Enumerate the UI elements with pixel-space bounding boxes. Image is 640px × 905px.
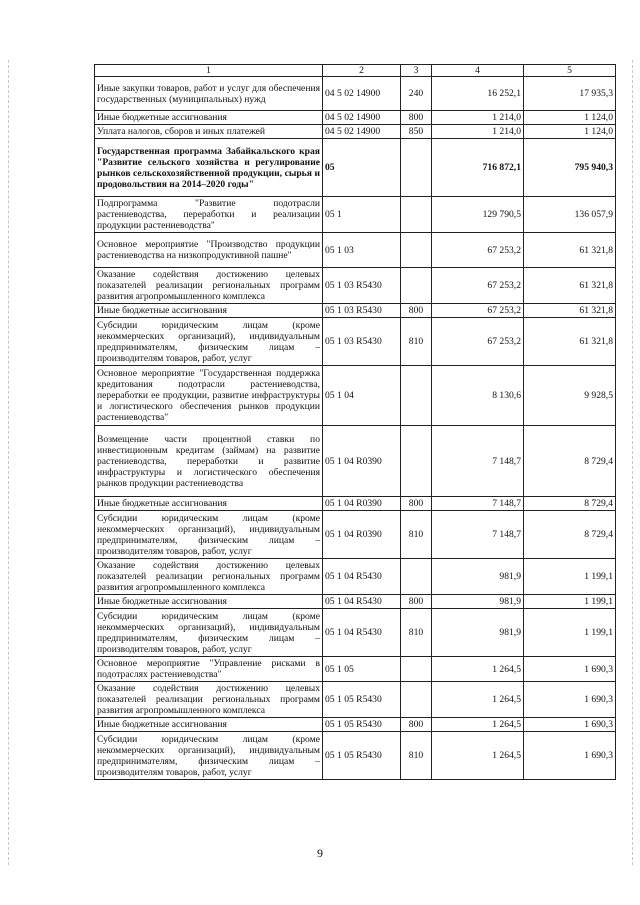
row-code-cell: 04 5 02 14900: [323, 111, 401, 125]
row-value-col5: 1 690,3: [524, 732, 616, 780]
table-row: [95, 304, 616, 318]
row-code-cell: 05 1 05: [323, 657, 401, 682]
row-value-col5: 795 940,3: [524, 139, 616, 197]
table-row: [95, 197, 616, 233]
row-name-cell: Иные бюджетные ассигнования: [95, 497, 323, 511]
row-code-cell: 05 1 04 R0390: [323, 426, 401, 497]
table-row: [95, 111, 616, 125]
row-value-col4: 67 253,2: [432, 304, 524, 318]
row-value-col5: 9 928,5: [524, 366, 616, 426]
row-value-col4: 1 214,0: [432, 125, 524, 139]
budget-table: [94, 64, 616, 780]
row-name-cell: Иные закупки товаров, работ и услуг для обеспечения государственных (муниципальных) нужд: [95, 77, 323, 111]
row-value-col5: 1 690,3: [524, 718, 616, 732]
row-name-cell: Оказание содействия достижению целевых показателей реализации региональных программ развития агропромышленного комплекса: [95, 268, 323, 304]
scan-edge-right: [632, 60, 634, 865]
row-type-cell: [401, 268, 432, 304]
row-value-col5: 8 729,4: [524, 511, 616, 559]
row-type-cell: [401, 559, 432, 595]
row-value-col4: 1 264,5: [432, 657, 524, 682]
row-type-cell: 810: [401, 511, 432, 559]
row-value-col5: 1 690,3: [524, 682, 616, 718]
row-value-col4: 16 252,1: [432, 77, 524, 111]
row-value-col4: 1 264,5: [432, 732, 524, 780]
scan-edge-left: [8, 60, 10, 865]
table-row: [95, 511, 616, 559]
row-value-col4: 7 148,7: [432, 426, 524, 497]
row-code-cell: 05 1 04 R0390: [323, 497, 401, 511]
table-row: [95, 497, 616, 511]
row-value-col4: 67 253,2: [432, 268, 524, 304]
row-code-cell: 05 1: [323, 197, 401, 233]
row-value-col4: 1 264,5: [432, 718, 524, 732]
row-name-cell: Подпрограмма "Развитие подотрасли растениеводства, переработки и реализации продукции растениеводства": [95, 197, 323, 233]
table-header: [95, 65, 616, 77]
row-name-cell: Основное мероприятие "Государственная поддержка кредитования подотрасли растениеводства, переработки ее продукции, развитие инфраструктуры и логистического обеспечения рынков продукции растениеводства": [95, 366, 323, 426]
row-name-cell: Субсидии юридическим лицам (кроме некоммерческих организаций), индивидуальным предпринимателям, физическим лицам – производителям товаров, работ, услуг: [95, 318, 323, 366]
header-col-3: 3: [401, 65, 432, 77]
row-value-col5: 61 321,8: [524, 268, 616, 304]
table-row: [95, 366, 616, 426]
row-code-cell: 05 1 03 R5430: [323, 304, 401, 318]
row-name-cell: Субсидии юридическим лицам (кроме некоммерческих организаций), индивидуальным предпринимателям, физическим лицам – производителям товаров, работ, услуг: [95, 511, 323, 559]
table-row: [95, 125, 616, 139]
row-type-cell: [401, 197, 432, 233]
row-value-col5: 8 729,4: [524, 426, 616, 497]
row-name-cell: Субсидии юридическим лицам (кроме некоммерческих организаций), индивидуальным предпринимателям, физическим лицам – производителям товаров, работ, услуг: [95, 609, 323, 657]
row-name-cell: Возмещение части процентной ставки по инвестиционным кредитам (займам) на развитие растениеводства, переработки и развитие инфраструктуры и логистического обеспечения рынков продукции растениеводства: [95, 426, 323, 497]
row-name-cell: Основное мероприятие "Управление рисками в подотраслях растениеводства": [95, 657, 323, 682]
row-type-cell: 800: [401, 304, 432, 318]
row-value-col4: 67 253,2: [432, 318, 524, 366]
header-row: [95, 65, 616, 77]
row-value-col5: 136 057,9: [524, 197, 616, 233]
row-value-col5: 61 321,8: [524, 233, 616, 268]
row-code-cell: 05 1 04 R0390: [323, 511, 401, 559]
table-row: [95, 77, 616, 111]
row-name-cell: Основное мероприятие "Производство продукции растениеводства на низкопродуктивной пашне": [95, 233, 323, 268]
table-row: [95, 682, 616, 718]
row-name-cell: Оказание содействия достижению целевых показателей реализации региональных программ развития агропромышленного комплекса: [95, 559, 323, 595]
table-row: [95, 718, 616, 732]
row-code-cell: 05 1 05 R5430: [323, 718, 401, 732]
row-value-col4: 7 148,7: [432, 497, 524, 511]
row-type-cell: 810: [401, 609, 432, 657]
row-type-cell: [401, 233, 432, 268]
row-value-col5: 1 199,1: [524, 595, 616, 609]
row-value-col5: 1 124,0: [524, 111, 616, 125]
row-value-col5: 17 935,3: [524, 77, 616, 111]
row-value-col4: 716 872,1: [432, 139, 524, 197]
row-type-cell: [401, 682, 432, 718]
row-name-cell: Иные бюджетные ассигнования: [95, 718, 323, 732]
row-value-col4: 1 264,5: [432, 682, 524, 718]
row-code-cell: 05: [323, 139, 401, 197]
row-code-cell: 05 1 04: [323, 366, 401, 426]
table-row: [95, 139, 616, 197]
header-col-5: 5: [524, 65, 616, 77]
row-value-col5: 61 321,8: [524, 318, 616, 366]
row-value-col4: 129 790,5: [432, 197, 524, 233]
table-row: [95, 609, 616, 657]
row-code-cell: 05 1 03 R5430: [323, 318, 401, 366]
row-code-cell: 05 1 03: [323, 233, 401, 268]
row-name-cell: Иные бюджетные ассигнования: [95, 111, 323, 125]
row-type-cell: [401, 426, 432, 497]
row-value-col4: 981,9: [432, 609, 524, 657]
row-value-col5: 1 199,1: [524, 559, 616, 595]
row-type-cell: 800: [401, 497, 432, 511]
row-type-cell: 800: [401, 718, 432, 732]
row-value-col4: 1 214,0: [432, 111, 524, 125]
row-code-cell: 05 1 05 R5430: [323, 732, 401, 780]
row-value-col4: 7 148,7: [432, 511, 524, 559]
row-name-cell: Оказание содействия достижению целевых показателей реализации региональных программ развития агропромышленного комплекса: [95, 682, 323, 718]
table-row: [95, 268, 616, 304]
row-type-cell: 240: [401, 77, 432, 111]
table-row: [95, 559, 616, 595]
row-code-cell: 04 5 02 14900: [323, 125, 401, 139]
row-name-cell: Уплата налогов, сборов и иных платежей: [95, 125, 323, 139]
header-col-1: 1: [95, 65, 323, 77]
row-code-cell: 05 1 04 R5430: [323, 559, 401, 595]
table-row: [95, 657, 616, 682]
table-row: [95, 732, 616, 780]
row-type-cell: 810: [401, 732, 432, 780]
row-value-col4: 981,9: [432, 595, 524, 609]
table-row: [95, 595, 616, 609]
row-code-cell: 05 1 04 R5430: [323, 595, 401, 609]
row-type-cell: 810: [401, 318, 432, 366]
row-type-cell: 800: [401, 111, 432, 125]
row-value-col5: 61 321,8: [524, 304, 616, 318]
row-code-cell: 05 1 04 R5430: [323, 609, 401, 657]
table-row: [95, 426, 616, 497]
row-type-cell: [401, 657, 432, 682]
row-type-cell: [401, 139, 432, 197]
header-col-2: 2: [323, 65, 401, 77]
row-type-cell: [401, 366, 432, 426]
row-name-cell: Иные бюджетные ассигнования: [95, 304, 323, 318]
row-value-col4: 981,9: [432, 559, 524, 595]
table-row: [95, 233, 616, 268]
row-name-cell: Государственная программа Забайкальского края "Развитие сельского хозяйства и регулирование рынков сельскохозяйственной продукции, сырья и продовольствия на 2014–2020 годы": [95, 139, 323, 197]
row-type-cell: 800: [401, 595, 432, 609]
row-value-col5: 1 199,1: [524, 609, 616, 657]
table-body: [95, 77, 616, 780]
table-row: [95, 318, 616, 366]
row-code-cell: 05 1 05 R5430: [323, 682, 401, 718]
row-value-col5: 1 124,0: [524, 125, 616, 139]
row-code-cell: 05 1 03 R5430: [323, 268, 401, 304]
row-name-cell: Субсидии юридическим лицам (кроме некоммерческих организаций), индивидуальным предпринимателям, физическим лицам – производителям товаров, работ, услуг: [95, 732, 323, 780]
row-type-cell: 850: [401, 125, 432, 139]
row-value-col5: 1 690,3: [524, 657, 616, 682]
row-value-col4: 67 253,2: [432, 233, 524, 268]
row-value-col5: 8 729,4: [524, 497, 616, 511]
row-name-cell: Иные бюджетные ассигнования: [95, 595, 323, 609]
row-code-cell: 04 5 02 14900: [323, 77, 401, 111]
header-col-4: 4: [432, 65, 524, 77]
page-number: 9: [317, 846, 323, 860]
row-value-col4: 8 130,6: [432, 366, 524, 426]
